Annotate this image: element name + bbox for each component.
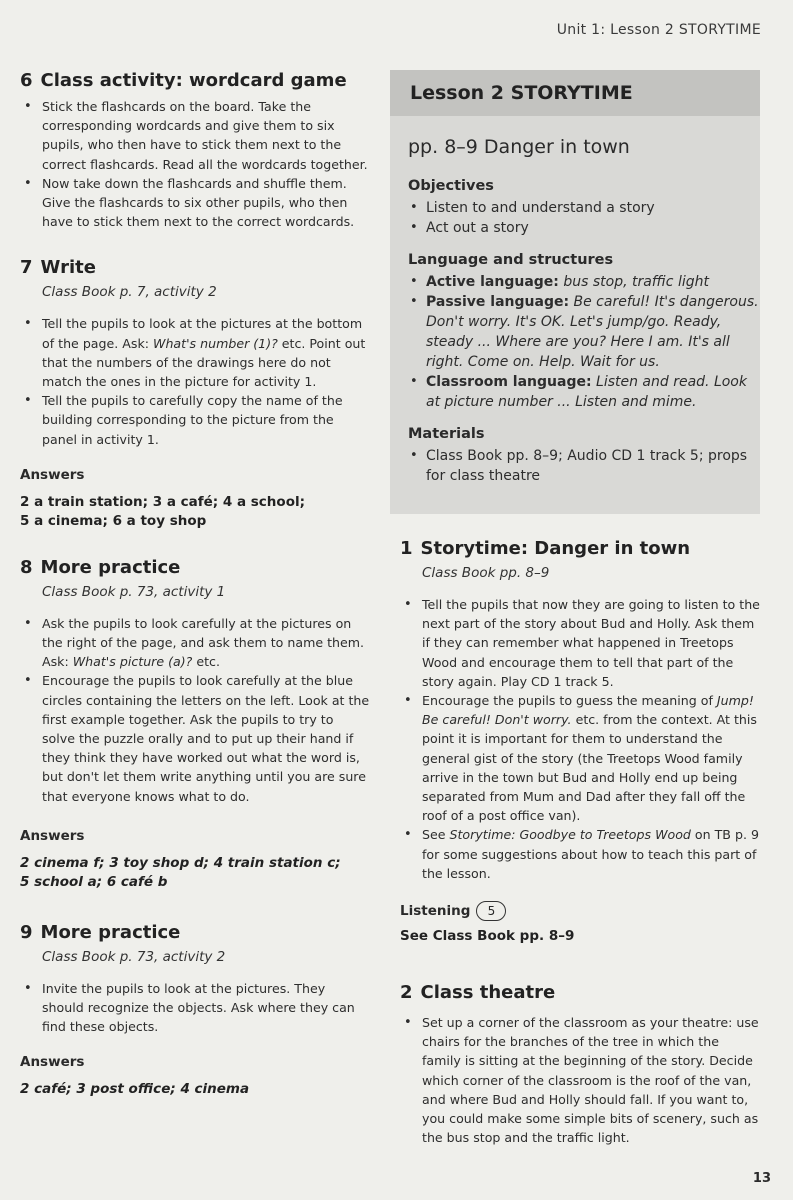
- list-item: • Stick the flashcards on the board. Take the corresponding wordcards and give them to six pupils, who then have to stick them next to the correct flashcards. Read all the wordcards together.: [20, 97, 370, 174]
- section-8: [20, 557, 370, 892]
- list-item: • Set up a corner of the classroom as your theatre: use chairs for the branches of the tree in which the family is sitting at the beginning of the story. Decide which corner of the classroom is the roof of the van, and where Bud and Holly should fall. If you want to, you could make some simple bits of scenery, such as the bus stop and the traffic light.: [400, 1013, 760, 1147]
- running-header: Unit 1: Lesson 2 STORYTIME: [556, 22, 761, 38]
- answers-label: Answers: [20, 827, 85, 844]
- section-9: [20, 922, 370, 1100]
- answers-label: Answers: [20, 1054, 85, 1071]
- section-7-ref: Class Book p. 7, activity 2: [42, 284, 217, 301]
- section-1-title: 1 Storytime: Danger in town: [400, 538, 691, 559]
- objectives-heading: Objectives: [408, 178, 494, 194]
- section-7-title: 7 Write: [20, 257, 96, 279]
- section-9-title: 9 More practice: [20, 921, 181, 943]
- list-item: • Tell the pupils that now they are going to listen to the next part of the story about Bud and Holly. Ask them if they can remember what happened in Treetops Wood and encourage them to tell that part of the story again. Play CD 1 track 5.: [400, 595, 760, 691]
- see-reference: See Class Book pp. 8–9: [400, 928, 575, 945]
- section-6-title: 6 Class activity: wordcard game: [20, 70, 347, 91]
- lesson-pages-title: pp. 8–9 Danger in town: [408, 136, 630, 158]
- lesson-title: Lesson 2 STORYTIME: [390, 70, 760, 116]
- list-item: • Encourage the pupils to guess the meaning of Jump! Be careful! Don't worry. etc. from the context. At this point it is important for them to understand the general gist of the story (the Treetops Wood family arrive in the town but Bud and Holly end up being separated from Mum and Dad after they fall off the roof of a post office van).: [400, 691, 760, 825]
- section-1-ref: Class Book pp. 8–9: [422, 565, 550, 581]
- section-1: [390, 538, 760, 946]
- list-item: • See Storytime: Goodbye to Treetops Wood on TB p. 9 for some suggestions about how to teach this part of the lesson.: [400, 825, 760, 883]
- right-column: [390, 70, 760, 1147]
- list-item: • Class Book pp. 8–9; Audio CD 1 track 5; props for class theatre: [408, 446, 760, 486]
- answers: 2 café; 3 post office; 4 cinema: [20, 1081, 250, 1098]
- page-number: 13: [752, 1171, 771, 1186]
- language-heading: Language and structures: [408, 252, 614, 268]
- track-number-badge: 5: [476, 901, 506, 921]
- answers: 2 a train station; 3 a café; 4 a school; 5 a cinema; 6 a toy shop: [20, 493, 305, 529]
- list-item: • Classroom language: Listen and read. Look at picture number ... Listen and mime.: [408, 372, 760, 412]
- list-item: • Encourage the pupils to look carefully at the blue circles containing the letters on the left. Look at the first example together. Ask the pupils to try to solve the puzzle orally and to put up their hand if they think they have worked out what the word is, but don't let them write anything until you are sure that everyone knows what to do.: [20, 671, 370, 805]
- section-8-ref: Class Book p. 73, activity 1: [42, 583, 226, 600]
- section-6: [20, 70, 370, 231]
- section-8-title: 8 More practice: [20, 556, 181, 578]
- list-item: • Passive language: Be careful! It's dangerous. Don't worry. It's OK. Let's jump/go. Ready, steady ... Where are you? Here I am. It's all right. Come on. Help. Wait for us.: [408, 292, 760, 372]
- list-item: • Now take down the flashcards and shuffle them. Give the flashcards to six other pupils, who then have to stick them next to the correct wordcards.: [20, 174, 370, 232]
- lesson-overview-box: [390, 70, 760, 514]
- listening-label: Listening 5: [400, 901, 760, 921]
- left-column: [20, 70, 370, 1099]
- list-item: • Tell the pupils to look at the pictures at the bottom of the page. Ask: What's number (1)? etc. Point out that the numbers of the drawings here do not match the ones in the picture for activity 1.: [20, 314, 370, 391]
- list-item: • Tell the pupils to carefully copy the name of the building corresponding to the picture from the panel in activity 1.: [20, 391, 370, 449]
- section-7: [20, 257, 370, 530]
- list-item: • Listen to and understand a story: [408, 198, 760, 218]
- section-2: [390, 982, 760, 1147]
- section-2-title: 2 Class theatre: [400, 982, 556, 1004]
- list-item: • Invite the pupils to look at the pictures. They should recognize the objects. Ask where they can find these objects.: [20, 979, 370, 1037]
- list-item: • Active language: bus stop, traffic light: [408, 272, 760, 292]
- answers-label: Answers: [20, 466, 85, 483]
- materials-heading: Materials: [408, 426, 485, 442]
- list-item: • Ask the pupils to look carefully at the pictures on the right of the page, and ask them to name them. Ask: What's picture (a)? etc.: [20, 614, 370, 672]
- section-9-ref: Class Book p. 73, activity 2: [42, 948, 226, 965]
- list-item: • Act out a story: [408, 218, 760, 238]
- answers: 2 cinema f; 3 toy shop d; 4 train station c; 5 school a; 6 café b: [20, 854, 341, 890]
